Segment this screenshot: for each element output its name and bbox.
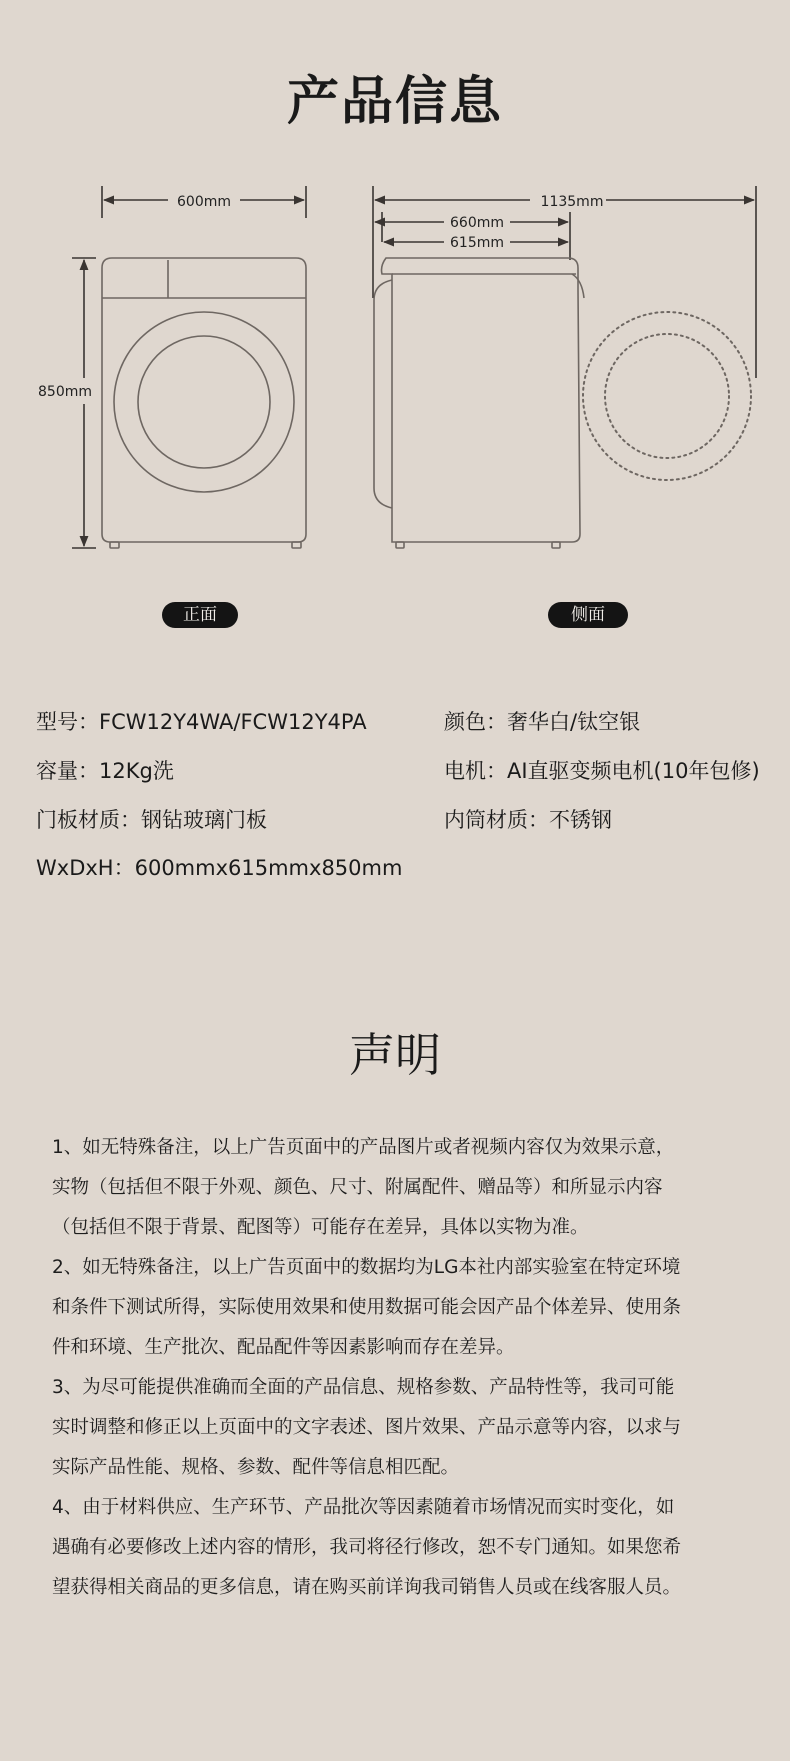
statement-line: 实时调整和修正以上页面中的文字表述、图片效果、产品示意等内容，以求与 (52, 1417, 682, 1438)
spec-label: 内筒材质： (444, 808, 549, 832)
door-swing-dotted (583, 312, 751, 480)
spec-value: FCW12Y4WA/FCW12Y4PA (99, 710, 367, 734)
side-view (373, 186, 756, 548)
statement-line: 3、为尽可能提供准确而全面的产品信息、规格参数、产品特性等，我司可能 (52, 1377, 675, 1398)
statement-line: 和条件下测试所得，实际使用效果和使用数据可能会因产品个体差异、使用条 (52, 1297, 682, 1318)
front-view (72, 186, 306, 548)
statement-line: 实物（包括但不限于外观、颜色、尺寸、附属配件、赠品等）和所显示内容 (52, 1177, 663, 1198)
page-title: 产品信息 (286, 72, 503, 132)
statement-title: 声明 (349, 1028, 441, 1082)
statement-line: 2、如无特殊备注，以上广告页面中的数据均为LG本社内部实验室在特定环境 (52, 1257, 681, 1278)
statement-line: 件和环境、生产批次、配品配件等因素影响而存在差异。 (52, 1337, 515, 1358)
spec-label: 门板材质： (36, 808, 141, 832)
front-height-label: 850mm (38, 384, 92, 400)
side-615-label: 615mm (450, 235, 504, 251)
front-caption: 正面 (162, 602, 238, 628)
spec-label: 颜色： (444, 710, 507, 734)
spec-label: 型号： (36, 710, 99, 734)
side-caption: 侧面 (548, 602, 628, 628)
front-width-label: 600mm (177, 194, 231, 210)
spec-value: 12Kg洗 (99, 759, 174, 783)
side-660-label: 660mm (450, 215, 504, 231)
statement-line: 实际产品性能、规格、参数、配件等信息相匹配。 (52, 1457, 460, 1478)
spec-value: 600mmx615mmx850mm (134, 856, 403, 880)
spec-drum-material (444, 805, 612, 835)
spec-dimensions (36, 853, 402, 883)
spec-motor (444, 756, 760, 786)
dimension-diagram (0, 170, 790, 650)
spec-label: 电机： (444, 759, 507, 783)
statement-notes (52, 1128, 752, 1608)
statement-line: 4、由于材料供应、生产环节、产品批次等因素随着市场情况而实时变化，如 (52, 1497, 675, 1518)
spec-value: 钢钻玻璃门板 (141, 808, 267, 832)
statement-line: 遇确有必要修改上述内容的情形，我司将径行修改，恕不专门通知。如果您希 (52, 1537, 682, 1558)
spec-value: 不锈钢 (549, 808, 612, 832)
spec-value: AI直驱变频电机(10年包修) (507, 759, 760, 783)
spec-label: WxDxH： (36, 856, 135, 880)
side-total-label: 1135mm (540, 194, 604, 210)
statement-line: 望获得相关商品的更多信息，请在购买前详询我司销售人员或在线客服人员。 (52, 1577, 682, 1598)
statement-line: （包括但不限于背景、配图等）可能存在差异，具体以实物为准。 (52, 1217, 589, 1238)
statement-line: 1、如无特殊备注，以上广告页面中的产品图片或者视频内容仅为效果示意， (52, 1137, 675, 1158)
spec-model (36, 707, 367, 737)
spec-color (444, 707, 640, 737)
spec-door-material (36, 805, 267, 835)
spec-capacity (36, 756, 174, 786)
spec-value: 奢华白/钛空银 (507, 710, 641, 734)
spec-label: 容量： (36, 759, 99, 783)
